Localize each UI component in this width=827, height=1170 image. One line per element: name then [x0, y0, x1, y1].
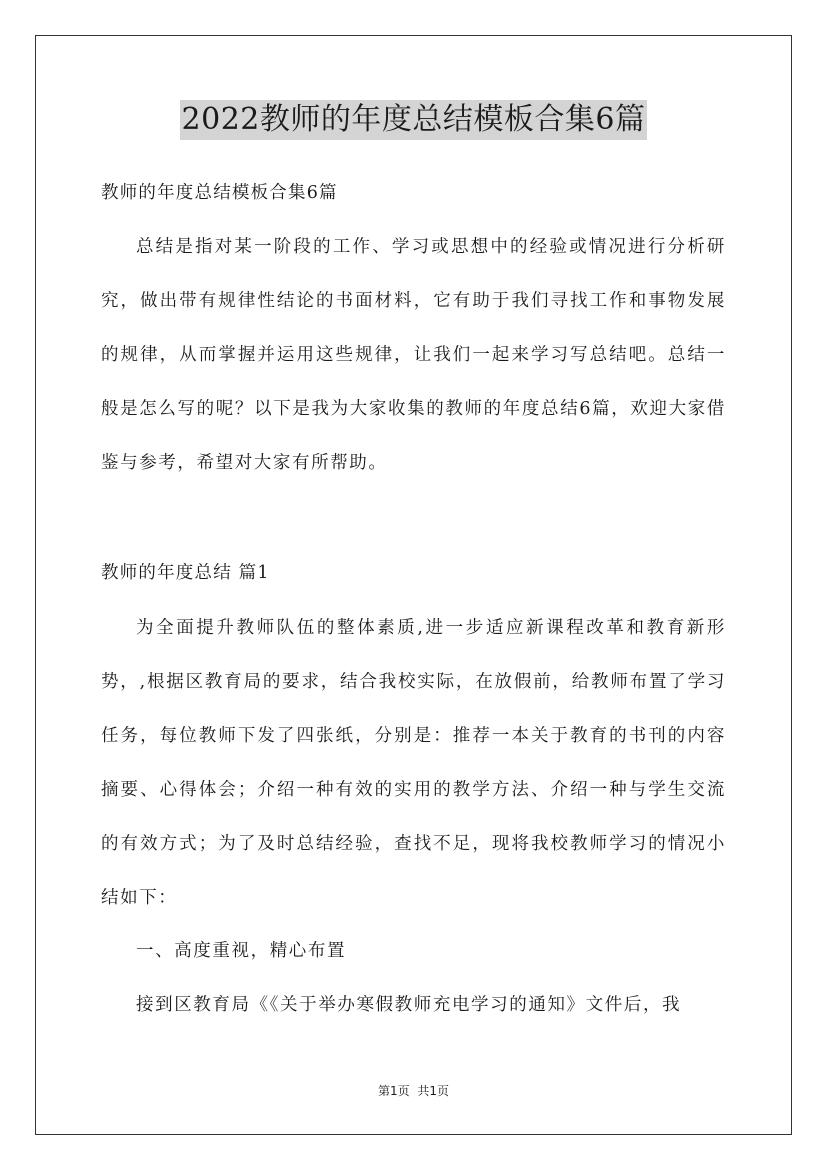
document-title: 2022教师的年度总结模板合集6篇: [180, 100, 648, 140]
page-total: 共1页: [417, 1084, 450, 1098]
section-heading: 教师的年度总结 篇1: [101, 563, 270, 583]
page-number: 第1页: [377, 1084, 410, 1098]
section-paragraph-continued: 接到区教育局《《关于举办寒假教师充电学习的通知》文件后，我: [136, 995, 682, 1015]
document-subtitle: 教师的年度总结模板合集6篇: [101, 183, 338, 203]
page-footer: [0, 1082, 827, 1099]
intro-paragraph: 总结是指对某一阶段的工作、学习或思想中的经验或情况进行分析研究，做出带有规律性结论的书面材料，它有助于我们寻找工作和事物发展的规律，从而掌握并运用这些规律，让我们一起来学习写总结吧。总结一般是怎么写的呢？以下是我为大家收集的教师的年度总结6篇，欢迎大家借鉴与参考，希望对大家有所帮助。: [101, 237, 726, 473]
title-container: [0, 100, 827, 140]
section-paragraph: 为全面提升教师队伍的整体素质,进一步适应新课程改革和教育新形势，,根据区教育局的要求，结合我校实际，在放假前，给教师布置了学习任务，每位教师下发了四张纸，分别是：推荐一本关于教育的书刊的内容摘要、心得体会；介绍一种有效的实用的教学方法、介绍一种与学生交流的有效方式；为了及时总结经验，查找不足，现将我校教师学习的情况小结如下：: [101, 618, 726, 908]
section-subheading: 一、高度重视，精心布置: [136, 941, 347, 961]
